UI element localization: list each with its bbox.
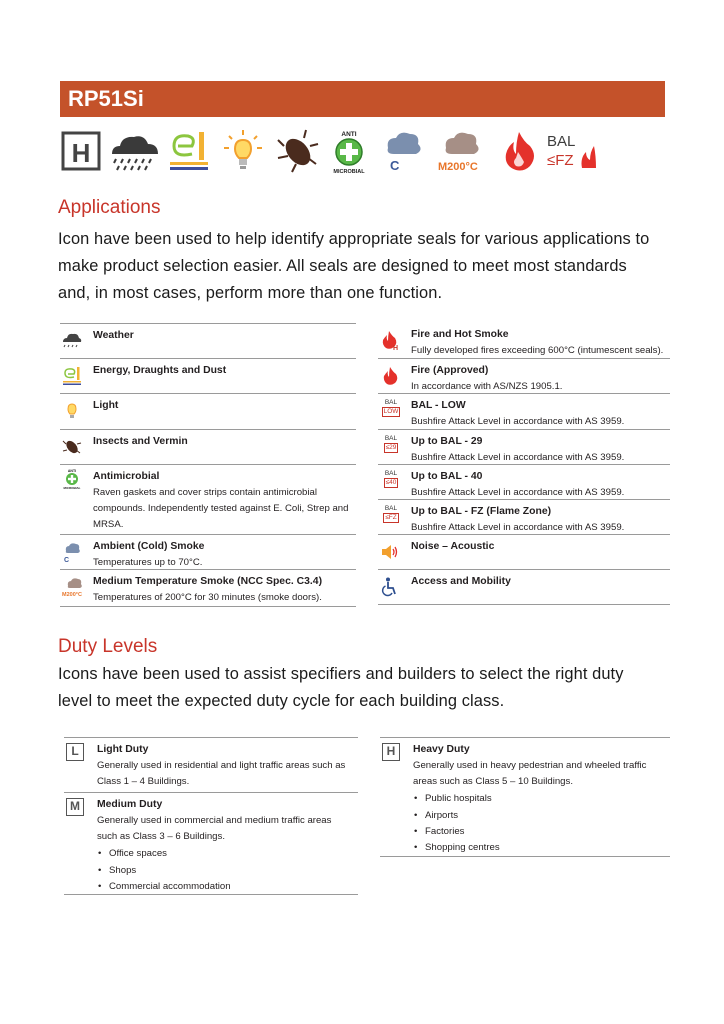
svg-text:BAL: BAL — [547, 133, 576, 150]
item-title: Fire (Approved) — [411, 365, 489, 376]
bullet-item: • Airports — [423, 808, 666, 824]
list-item — [60, 358, 356, 393]
product-title-banner — [60, 81, 665, 117]
product-title: RP51Si — [68, 86, 144, 111]
item-title: Medium Duty — [97, 799, 163, 810]
list-item — [378, 429, 670, 464]
list-item — [60, 534, 356, 569]
duty-levels-heading: Duty Levels — [58, 636, 158, 657]
list-item — [378, 323, 670, 358]
applications-heading: Applications — [58, 197, 161, 218]
medium-temperature-smoke-icon — [436, 128, 488, 174]
weather-icon — [62, 330, 82, 352]
item-title: Weather — [93, 330, 134, 341]
medium-temperature-smoke-icon — [62, 576, 88, 598]
list-item — [380, 737, 670, 856]
list-item — [378, 464, 670, 499]
svg-text:≤FZ: ≤FZ — [547, 152, 574, 169]
bullet-item: • Shopping centres — [423, 840, 666, 856]
bal-fz-icon — [546, 128, 598, 174]
duty-levels-intro: Icons have been used to assist specifiers and builders to select the right duty level to meet the expected duty cycle for each building class. — [58, 665, 624, 710]
item-title: BAL - LOW — [411, 400, 466, 411]
list-item — [64, 792, 358, 894]
duty-left-column — [64, 737, 358, 895]
item-title: Insects and Vermin — [93, 436, 188, 447]
list-item — [60, 569, 356, 606]
energy-icon — [166, 128, 212, 174]
light-bulb-icon — [220, 128, 266, 174]
bal-29-icon: BAL ≤29 — [384, 435, 398, 451]
duty-right-column — [380, 737, 670, 857]
svg-text:C: C — [390, 158, 400, 173]
antimicrobial-icon — [326, 128, 372, 174]
speaker-icon — [380, 541, 400, 563]
bullet-item: • Commercial accommodation — [107, 879, 354, 895]
energy-icon — [62, 365, 82, 387]
list-item — [378, 534, 670, 569]
weather-icon — [108, 128, 160, 174]
item-title: Access and Mobility — [411, 576, 511, 587]
insect-icon — [62, 436, 82, 458]
heavy-duty-icon: H — [382, 743, 400, 761]
ambient-smoke-icon — [382, 128, 428, 174]
item-description: Generally used in heavy pedestrian and wheeled traffic areas such as Class 5 – 10 Buildings. — [413, 760, 647, 788]
item-description: Bushfire Attack Level in accordance with AS 3959. — [411, 452, 625, 463]
wheelchair-icon — [380, 576, 400, 598]
light-bulb-icon — [62, 400, 82, 422]
item-title: Energy, Draughts and Dust — [93, 365, 227, 376]
item-description: Raven gaskets and cover strips contain antimicrobial compounds. Independently tested against E. Coli, Strep and MRSA. — [93, 487, 349, 531]
item-title: Ambient (Cold) Smoke — [93, 541, 205, 552]
list-item — [60, 464, 356, 534]
bullet-list — [97, 846, 354, 895]
item-title: Noise – Acoustic — [411, 541, 495, 552]
svg-text:M200°C: M200°C — [62, 592, 82, 598]
light-duty-icon: L — [66, 743, 84, 761]
list-item — [60, 323, 356, 358]
feature-icon-strip — [60, 128, 620, 174]
bullet-list — [413, 791, 666, 856]
bal-fz-icon: BAL ≤FZ — [384, 505, 398, 521]
heavy-duty-h-icon — [60, 128, 106, 174]
bullet-item: • Public hospitals — [423, 791, 666, 807]
list-item — [378, 393, 670, 429]
item-description: Fully developed fires exceeding 600°C (intumescent seals). — [411, 345, 664, 356]
svg-text:H: H — [393, 345, 399, 351]
list-item — [60, 393, 356, 429]
svg-text:M200°C: M200°C — [438, 161, 478, 173]
svg-text:MICROBIAL: MICROBIAL — [63, 486, 81, 490]
item-description: Generally used in commercial and medium traffic areas such as Class 3 – 6 Buildings. — [97, 815, 332, 843]
ambient-smoke-icon — [62, 541, 82, 563]
item-title: Medium Temperature Smoke (NCC Spec. C3.4) — [93, 576, 323, 587]
fire-icon — [496, 128, 542, 174]
item-title: Up to BAL - FZ (Flame Zone) — [411, 506, 552, 517]
bal-low-icon: BAL LOW — [383, 399, 399, 415]
fire-icon — [380, 365, 400, 387]
svg-text:C: C — [64, 557, 70, 563]
item-description: Bushfire Attack Level in accordance with AS 3959. — [411, 416, 625, 427]
applications-left-column — [60, 323, 356, 607]
applications-intro: Icon have been used to help identify appropriate seals for various applications to make product selection easier. All seals are designed to meet most standards and, in most cases, perform more than one function. — [58, 230, 650, 302]
fire-hot-smoke-icon — [380, 329, 400, 351]
divider — [378, 604, 670, 605]
item-title: Fire and Hot Smoke — [411, 329, 509, 340]
item-title: Heavy Duty — [413, 744, 470, 755]
item-description: Generally used in residential and light traffic areas such as Class 1 – 4 Buildings. — [97, 760, 346, 788]
svg-text:ANTI: ANTI — [341, 131, 357, 138]
bullet-item: • Factories — [423, 824, 666, 840]
medium-duty-icon: M — [66, 798, 84, 816]
list-item — [378, 569, 670, 604]
item-description: Bushfire Attack Level in accordance with AS 3959. — [411, 522, 625, 533]
item-description: Temperatures of 200°C for 30 minutes (smoke doors). — [93, 592, 322, 603]
item-description: Temperatures up to 70°C. — [93, 557, 203, 568]
item-description: In accordance with AS/NZS 1905.1. — [411, 381, 563, 392]
bullet-item: • Office spaces — [107, 846, 354, 862]
svg-text:ANTI: ANTI — [67, 469, 77, 473]
bal-40-icon: BAL ≤40 — [384, 470, 398, 486]
item-description: Bushfire Attack Level in accordance with AS 3959. — [411, 487, 625, 498]
svg-text:H: H — [71, 138, 91, 168]
item-title: Up to BAL - 40 — [411, 471, 483, 482]
svg-text:MICROBIAL: MICROBIAL — [333, 169, 365, 174]
list-item — [378, 499, 670, 534]
antimicrobial-icon — [62, 468, 82, 490]
item-title: Light — [93, 400, 119, 411]
applications-right-column — [378, 323, 670, 605]
list-item — [378, 358, 670, 393]
list-item — [60, 429, 356, 464]
list-item — [64, 737, 358, 792]
item-title: Antimicrobial — [93, 471, 160, 482]
item-title: Up to BAL - 29 — [411, 436, 483, 447]
insect-icon — [274, 128, 320, 174]
bullet-item: • Shops — [107, 863, 354, 879]
item-title: Light Duty — [97, 744, 149, 755]
